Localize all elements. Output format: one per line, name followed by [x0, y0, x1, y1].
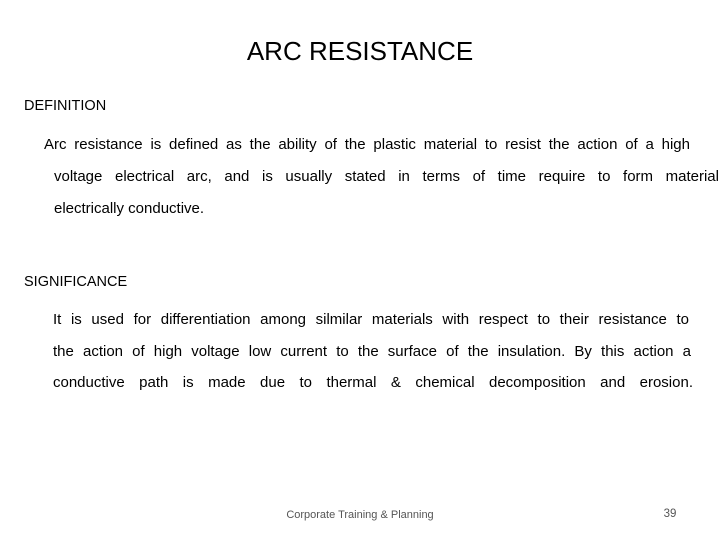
footer-text: Corporate Training & Planning: [286, 509, 434, 521]
definition-line-3: electrically conductive.: [54, 200, 205, 217]
slide-title: ARC RESISTANCE: [246, 36, 474, 66]
significance-line-2: the action of high voltage low current to the surface of the insulation. By this action a: [53, 343, 691, 360]
page-number: 39: [663, 508, 677, 520]
significance-line-1: It is used for differentiation among silmilar materials with respect to their resistance to: [53, 311, 689, 328]
significance-line-3: conductive path is made due to thermal & chemical decomposition and erosion.: [53, 374, 693, 391]
definition-heading: DEFINITION: [24, 98, 107, 114]
significance-heading: SIGNIFICANCE: [24, 274, 128, 290]
definition-line-1: Arc resistance is defined as the ability of the plastic material to resist the action of a high: [44, 136, 690, 153]
definition-line-2: voltage electrical arc, and is usually stated in terms of time require to form material: [54, 168, 719, 185]
